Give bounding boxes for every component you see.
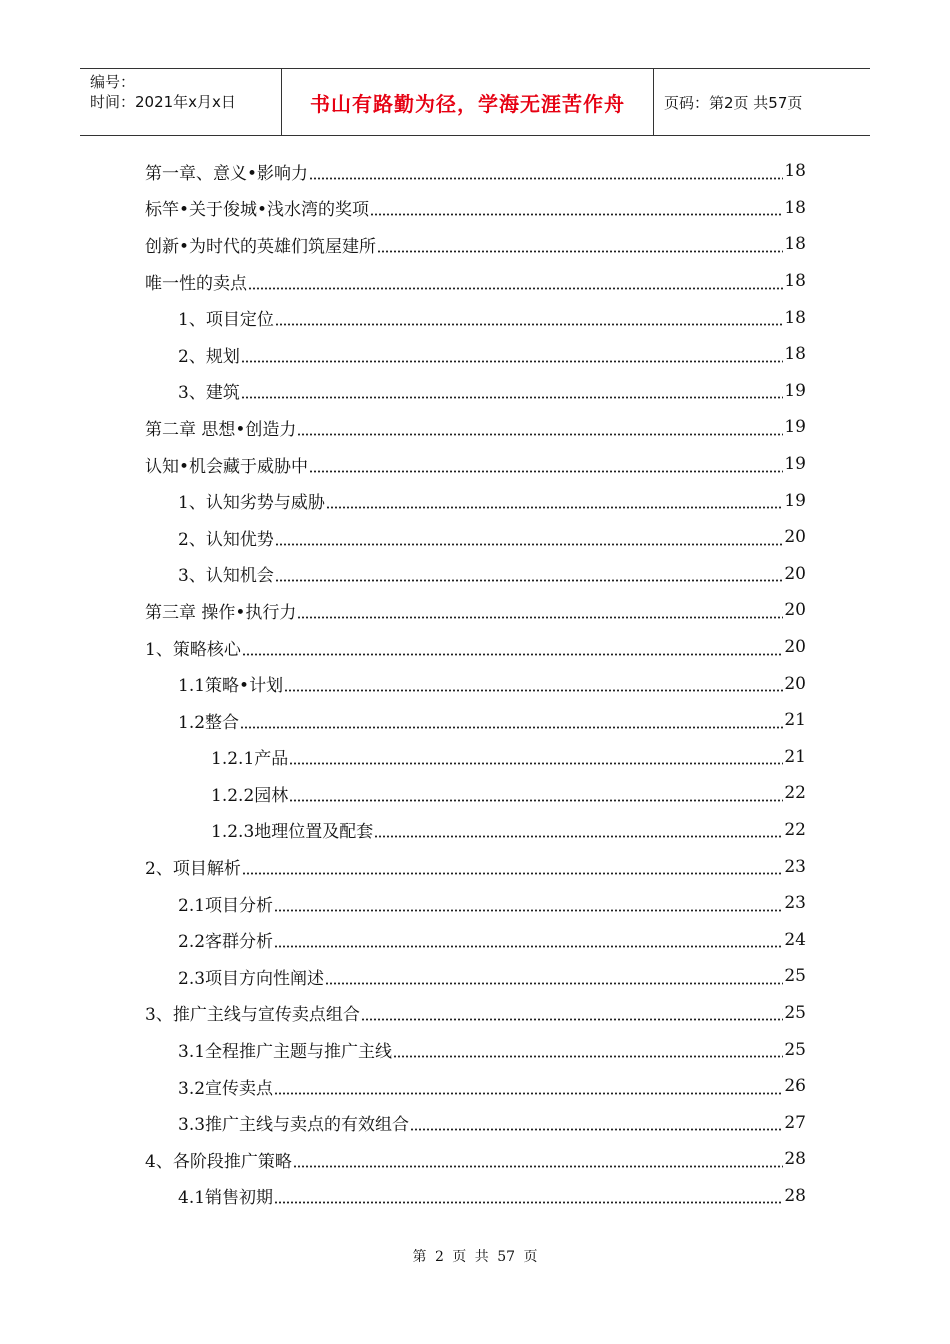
motto: 书山有路勤为径，学海无涯苦作舟 <box>310 91 625 116</box>
toc-entry-title: 3.3推广主线与卖点的有效组合 <box>178 1115 410 1136</box>
toc-dot-leader <box>284 675 783 692</box>
toc-entry-title: 2.2客群分析 <box>178 932 274 953</box>
toc-dot-leader <box>309 163 783 180</box>
toc-dot-leader <box>242 639 784 656</box>
toc-dot-leader <box>289 748 783 765</box>
toc-dot-leader <box>274 1078 783 1095</box>
toc-entry[interactable] <box>145 848 806 885</box>
toc-entry-page: 20 <box>784 600 806 621</box>
toc-entry[interactable] <box>145 775 806 812</box>
toc-dot-leader <box>274 895 783 912</box>
toc-entry-title: 1.2.2园林 <box>211 785 289 806</box>
toc-entry-title: 2、项目解析 <box>145 859 241 880</box>
toc-entry-title: 创新•为时代的英雄们筑屋建所 <box>145 236 377 257</box>
toc-entry[interactable] <box>145 153 806 190</box>
toc-dot-leader <box>274 931 783 948</box>
toc-entry-title: 1.2整合 <box>178 712 240 733</box>
document-header <box>80 68 870 136</box>
toc-entry[interactable] <box>145 958 806 995</box>
toc-entry-page: 20 <box>784 637 806 658</box>
toc-entry-title: 1.2.3地理位置及配套 <box>211 822 374 843</box>
toc-entry-page: 18 <box>784 234 806 255</box>
toc-entry-page: 25 <box>784 1002 806 1023</box>
toc-entry-page: 19 <box>784 490 806 511</box>
toc-dot-leader <box>241 346 784 363</box>
toc-entry[interactable] <box>145 995 806 1032</box>
toc-entry[interactable] <box>145 885 806 922</box>
page-footer: 第 2 页 共 57 页 <box>412 1249 538 1265</box>
toc-entry-title: 2.1项目分析 <box>178 895 274 916</box>
toc-entry[interactable] <box>145 665 806 702</box>
toc-entry-page: 19 <box>784 380 806 401</box>
toc-entry-page: 23 <box>784 856 806 877</box>
toc-dot-leader <box>361 1004 784 1021</box>
toc-entry-title: 3.2宣传卖点 <box>178 1078 274 1099</box>
toc-dot-leader <box>297 602 783 619</box>
toc-entry-title: 2、规划 <box>178 346 240 367</box>
toc-entry-page: 20 <box>784 673 806 694</box>
document-date: 时间：2021年x月x日 <box>90 93 236 111</box>
toc-entry[interactable] <box>145 409 806 446</box>
toc-dot-leader <box>293 1151 784 1168</box>
toc-entry[interactable] <box>145 190 806 227</box>
toc-dot-leader <box>410 1114 783 1131</box>
toc-entry[interactable] <box>145 299 806 336</box>
toc-entry-title: 3、建筑 <box>178 383 240 404</box>
toc-entry-title: 3、认知机会 <box>178 566 274 587</box>
toc-entry-title: 3.1全程推广主题与推广主线 <box>178 1042 393 1063</box>
toc-dot-leader <box>297 419 783 436</box>
toc-entry[interactable] <box>145 519 806 556</box>
toc-entry-title: 4、各阶段推广策略 <box>145 1151 292 1172</box>
toc-entry-title: 1.2.1产品 <box>211 749 289 770</box>
toc-dot-leader <box>240 712 783 729</box>
toc-entry-page: 18 <box>784 344 806 365</box>
toc-entry-page: 18 <box>784 161 806 182</box>
toc-entry[interactable] <box>145 1178 806 1215</box>
toc-entry[interactable] <box>145 629 806 666</box>
toc-entry-page: 26 <box>784 1076 806 1097</box>
header-page-info-cell <box>654 69 870 135</box>
toc-entry[interactable] <box>145 739 806 776</box>
toc-entry[interactable] <box>145 482 806 519</box>
toc-entry-page: 20 <box>784 563 806 584</box>
toc-entry[interactable] <box>145 921 806 958</box>
toc-entry-title: 1、策略核心 <box>145 639 241 660</box>
toc-entry[interactable] <box>145 263 806 300</box>
toc-entry[interactable] <box>145 336 806 373</box>
toc-dot-leader <box>275 309 784 326</box>
header-meta <box>80 69 282 135</box>
toc-entry[interactable] <box>145 1031 806 1068</box>
toc-dot-leader <box>326 492 784 509</box>
toc-entry-page: 24 <box>784 929 806 950</box>
toc-entry-page: 22 <box>784 783 806 804</box>
toc-entry-page: 18 <box>784 307 806 328</box>
toc-entry-title: 1、项目定位 <box>178 310 274 331</box>
toc-entry-title: 认知•机会藏于威胁中 <box>145 456 309 477</box>
toc-entry-page: 18 <box>784 271 806 292</box>
toc-entry[interactable] <box>145 226 806 263</box>
toc-entry-title: 1.1策略•计划 <box>178 676 284 697</box>
toc-entry-title: 第一章、意义•影响力 <box>145 163 309 184</box>
toc-entry-page: 25 <box>784 1039 806 1060</box>
toc-entry-page: 22 <box>784 819 806 840</box>
toc-entry[interactable] <box>145 1068 806 1105</box>
header-page-info: 页码：第2页 共57页 <box>664 93 803 112</box>
header-motto-cell <box>282 69 654 135</box>
toc-entry[interactable] <box>145 1141 806 1178</box>
toc-entry-page: 28 <box>784 1185 806 1206</box>
toc-entry[interactable] <box>145 446 806 483</box>
table-of-contents <box>145 153 806 1214</box>
toc-entry-title: 唯一性的卖点 <box>145 273 247 294</box>
toc-entry-title: 3、推广主线与宣传卖点组合 <box>145 1005 360 1026</box>
toc-dot-leader <box>309 456 783 473</box>
toc-entry-title: 2.3项目方向性阐述 <box>178 968 325 989</box>
toc-entry-page: 23 <box>784 893 806 914</box>
toc-entry-page: 21 <box>784 710 806 731</box>
toc-dot-leader <box>248 273 783 290</box>
toc-entry-title: 1、认知劣势与威胁 <box>178 493 325 514</box>
toc-entry-page: 18 <box>784 197 806 218</box>
toc-dot-leader <box>374 821 783 838</box>
toc-entry-title: 第二章 思想•创造力 <box>145 419 297 440</box>
toc-dot-leader <box>370 199 783 216</box>
toc-entry-page: 21 <box>784 746 806 767</box>
toc-entry-page: 19 <box>784 454 806 475</box>
toc-dot-leader <box>275 565 784 582</box>
toc-dot-leader <box>325 968 783 985</box>
toc-entry-page: 28 <box>784 1149 806 1170</box>
document-number: 编号： <box>90 73 136 91</box>
toc-entry-title: 第三章 操作•执行力 <box>145 602 297 623</box>
toc-entry-title: 标竿•关于俊城•浅水湾的奖项 <box>145 200 370 221</box>
toc-dot-leader <box>289 785 783 802</box>
toc-dot-leader <box>393 1041 783 1058</box>
toc-entry[interactable] <box>145 812 806 849</box>
toc-dot-leader <box>274 1187 783 1204</box>
toc-entry[interactable] <box>145 1104 806 1141</box>
toc-dot-leader <box>377 236 783 253</box>
toc-entry-page: 27 <box>784 1112 806 1133</box>
toc-entry[interactable] <box>145 373 806 410</box>
toc-dot-leader <box>275 529 784 546</box>
toc-dot-leader <box>241 382 784 399</box>
toc-dot-leader <box>242 858 784 875</box>
toc-entry[interactable] <box>145 702 806 739</box>
toc-entry-page: 19 <box>784 417 806 438</box>
toc-entry[interactable] <box>145 556 806 593</box>
toc-entry[interactable] <box>145 592 806 629</box>
toc-entry-title: 2、认知优势 <box>178 529 274 550</box>
toc-entry-title: 4.1销售初期 <box>178 1188 274 1209</box>
toc-entry-page: 25 <box>784 966 806 987</box>
toc-entry-page: 20 <box>784 527 806 548</box>
